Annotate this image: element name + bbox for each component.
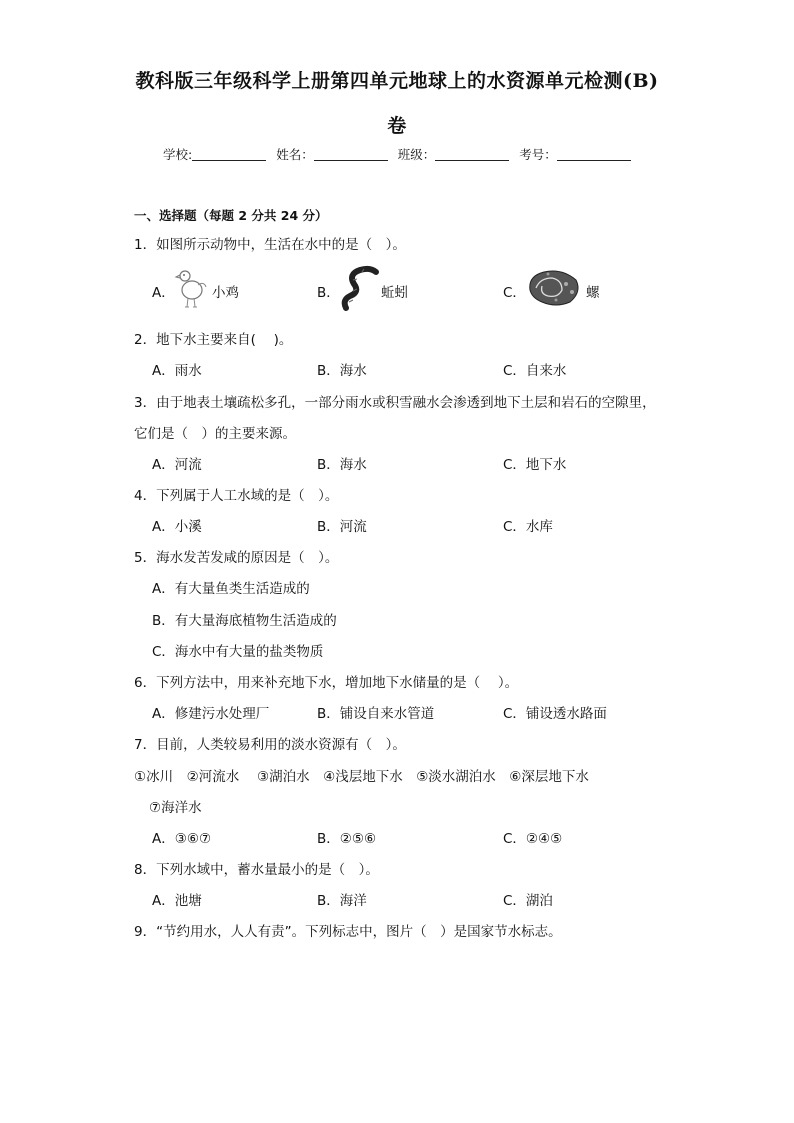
question-3-stem-line1: 3．由于地表土壤疏松多孔，一部分雨水或积雪融水会渗透到地下土层和岩石的空隙里， [134,395,656,411]
section-heading: 一、选择题（每题 2 分共 24 分） [134,208,328,223]
class-field[interactable]: 班级： [398,145,510,163]
q2-option-b[interactable]: B．海水 [317,363,367,379]
chick-icon [174,265,210,311]
exam-number-field[interactable]: 考号： [519,145,631,163]
q6-option-a[interactable]: A．修建污水处理厂 [152,706,270,722]
q5-option-a[interactable]: A．有大量鱼类生活造成的 [152,581,310,597]
q1-option-b-letter[interactable]: B． [317,285,340,301]
q7-option-c[interactable]: C．②④⑤ [503,831,563,847]
q6-option-c[interactable]: C．铺设透水路面 [503,706,607,722]
q1-option-c-letter[interactable]: C． [503,285,526,301]
q4-option-a[interactable]: A．小溪 [152,519,202,535]
q2-option-c[interactable]: C．自来水 [503,363,567,379]
school-field[interactable]: 学校: [163,145,266,163]
q3-option-c[interactable]: C．地下水 [503,457,567,473]
question-3-stem-line2: 它们是（ ）的主要来源。 [134,426,296,442]
q1-option-a-letter[interactable]: A． [152,285,175,301]
q1-option-a-text: 小鸡 [212,285,239,301]
q8-option-a[interactable]: A．池塘 [152,893,202,909]
name-field[interactable]: 姓名： [276,145,388,163]
question-2-stem: 2．地下水主要来自( )。 [134,332,293,348]
question-1-stem: 1．如图所示动物中，生活在水中的是（ ）。 [134,237,406,253]
q6-option-b[interactable]: B．铺设自来水管道 [317,706,435,722]
exam-title-line1: 教科版三年级科学上册第四单元地球上的水资源单元检测(B) [135,70,659,92]
q1-option-c-text: 螺 [586,285,600,301]
question-8-stem: 8．下列水域中，蓄水量最小的是（ ）。 [134,862,379,878]
q7-option-b[interactable]: B．②⑤⑥ [317,831,377,847]
question-7-stem: 7．目前，人类较易利用的淡水资源有（ ）。 [134,737,406,753]
q7-items-line2: ⑦海洋水 [149,800,202,816]
q5-option-c[interactable]: C．海水中有大量的盐类物质 [152,644,324,660]
question-5-stem: 5．海水发苦发咸的原因是（ ）。 [134,550,339,566]
question-4-stem: 4．下列属于人工水域的是（ ）。 [134,488,339,504]
q7-option-a[interactable]: A．③⑥⑦ [152,831,212,847]
q1-option-b-text: 蚯蚓 [381,285,408,301]
question-6-stem: 6．下列方法中，用来补充地下水，增加地下水储量的是（ ）。 [134,675,519,691]
q8-option-c[interactable]: C．湖泊 [503,893,553,909]
q7-items-line1: ①冰川 ②河流水 ③湖泊水 ④浅层地下水 ⑤淡水湖泊水 ⑥深层地下水 [134,769,589,785]
question-9-stem: 9．“节约用水，人人有责”。下列标志中，图片（ ）是国家节水标志。 [134,924,562,940]
q2-option-a[interactable]: A．雨水 [152,363,202,379]
earthworm-icon [340,264,380,312]
q3-option-b[interactable]: B．海水 [317,457,367,473]
q5-option-b[interactable]: B．有大量海底植物生活造成的 [152,613,337,629]
exam-title-line2: 卷 [387,115,407,137]
q4-option-c[interactable]: C．水库 [503,519,553,535]
q3-option-a[interactable]: A．河流 [152,457,202,473]
snail-icon [526,266,582,308]
student-info-row [163,145,637,163]
q4-option-b[interactable]: B．河流 [317,519,367,535]
q8-option-b[interactable]: B．海洋 [317,893,367,909]
